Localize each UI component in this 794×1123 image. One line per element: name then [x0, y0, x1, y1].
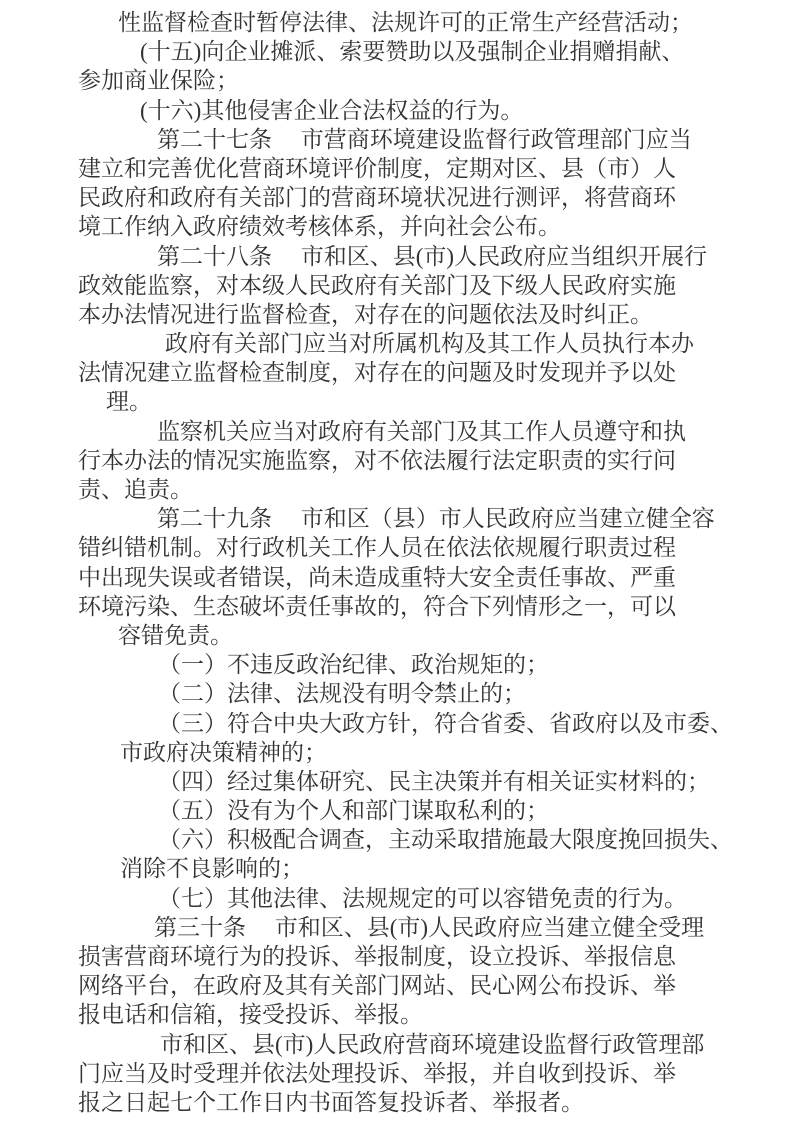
text-line: 中出现失误或者错误，尚未造成重特大安全责任事故、严重 [78, 564, 676, 590]
text-line: （六）积极配合调查，主动采取措施最大限度挽回损失、 [158, 827, 733, 853]
text-line: 网络平台，在政府及其有关部门网站、民心网公布投诉、举 [78, 973, 676, 999]
text-line: 建立和完善优化营商环境评价制度，定期对区、县（市）人 [78, 155, 676, 181]
text-line: (十六)其他侵害企业合法权益的行为。 [140, 97, 524, 123]
text-line: 行本办法的情况实施监察，对不依法履行法定职责的实行问 [78, 447, 676, 473]
text-line: 损害营商环境行为的投诉、举报制度，设立投诉、举报信息 [78, 944, 676, 969]
text-line: 容错免责。 [118, 622, 233, 648]
text-line: （七）其他法律、法规规定的可以容错免责的行为。 [158, 885, 687, 911]
text-line: 境工作纳入政府绩效考核体系，并向社会公布。 [78, 214, 561, 240]
text-line: 第二十九条 市和区（县）市人民政府应当建立健全容 [157, 506, 715, 532]
text-line: 环境污染、生态破坏责任事故的，符合下列情形之一，可以 [78, 593, 676, 619]
text-line: 消除不良影响的； [120, 856, 304, 882]
text-line: 理。 [106, 389, 152, 415]
text-line: （五）没有为个人和部门谋取私利的； [158, 798, 549, 824]
text-line: 政效能监察，对本级人民政府有关部门及下级人民政府实施 [78, 272, 676, 298]
text-line: （二）法律、法规没有明令禁止的； [158, 681, 526, 707]
text-line: 报之日起七个工作日内书面答复投诉者、举报者。 [78, 1089, 584, 1115]
text-line: 市和区、县(市)人民政府营商环境建设监督行政管理部 [160, 1031, 705, 1057]
text-line: 第二十七条 市营商环境建设监督行政管理部门应当 [157, 126, 692, 152]
text-line: (十五)向企业摊派、索要赞助以及强制企业捐赠捐献、 [140, 39, 685, 65]
text-line: 错纠错机制。对行政机关工作人员在依法依规履行职责过程 [78, 535, 676, 561]
text-line: 法情况建立监督检查制度，对存在的问题及时发现并予以处 [78, 360, 676, 386]
text-line: 民政府和政府有关部门的营商环境状况进行测评，将营商环 [78, 185, 676, 211]
text-line: 政府有关部门应当对所属机构及其工作人员执行本办 [165, 331, 694, 357]
text-line: 门应当及时受理并依法处理投诉、举报，并自收到投诉、举 [78, 1060, 676, 1086]
text-line: 性监督检查时暂停法律、法规许可的正常生产经营活动； [118, 10, 693, 35]
text-line: 参加商业保险； [78, 68, 239, 94]
text-line: 责、追责。 [78, 477, 193, 502]
text-line: 第二十八条 市和区、县(市)人民政府应当组织开展行 [157, 243, 708, 269]
text-line: （一）不违反政治纪律、政治规矩的； [158, 652, 549, 678]
text-line: 第三十条 市和区、县(市)人民政府应当建立健全受理 [154, 914, 705, 940]
text-line: 监察机关应当对政府有关部门及其工作人员遵守和执 [157, 418, 686, 444]
document-text [78, 8, 784, 1117]
text-line: 报电话和信箱，接受投诉、举报。 [78, 1002, 423, 1028]
text-line: 本办法情况进行监督检查，对存在的问题依法及时纠正。 [78, 301, 653, 327]
text-line: （四）经过集体研究、民主决策并有相关证实材料的； [158, 768, 710, 794]
text-line: 市政府决策精神的； [120, 739, 327, 765]
text-line: （三）符合中央大政方针，符合省委、省政府以及市委、 [158, 710, 733, 736]
